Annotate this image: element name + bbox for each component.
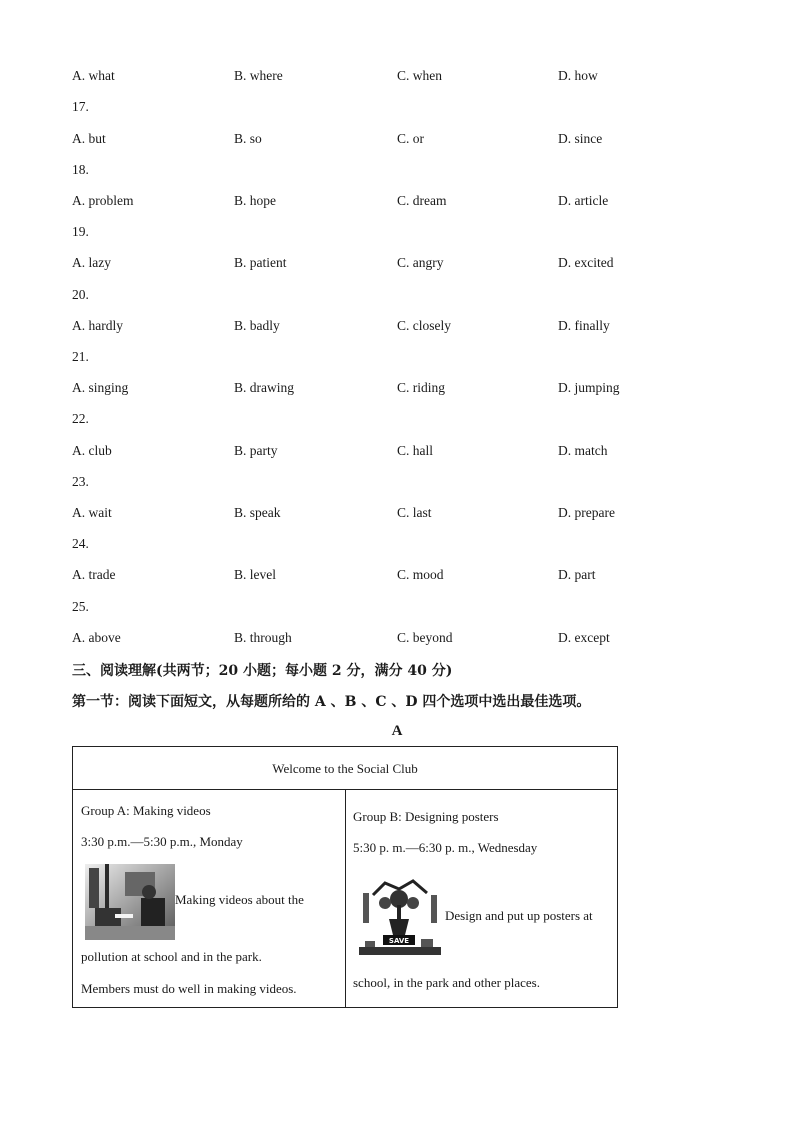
option-b: B. drawing [234, 380, 294, 395]
option-row [0, 630, 794, 650]
option-a: A. what [72, 68, 115, 83]
group-a-desc-line1: Making videos about the [175, 892, 304, 907]
option-c: C. closely [397, 318, 451, 333]
option-d: D. how [558, 68, 598, 83]
option-c: C. when [397, 68, 442, 83]
group-a-desc-line2: pollution at school and in the park. [81, 949, 262, 964]
option-d: D. article [558, 193, 609, 208]
option-c: C. or [397, 131, 424, 146]
option-d: D. except [558, 630, 610, 645]
part-heading: 第一节：阅读下面短文，从每题所给的 A 、B 、C 、D 四个选项中选出最佳选项。 [72, 694, 591, 710]
question-number: 17. [72, 99, 89, 114]
question-number: 25. [72, 599, 89, 614]
option-c: C. hall [397, 443, 433, 458]
option-c: C. dream [397, 193, 447, 208]
option-b: B. speak [234, 505, 281, 520]
option-d: D. match [558, 443, 608, 458]
option-b: B. patient [234, 255, 287, 270]
question-number: 19. [72, 224, 89, 239]
question-number: 23. [72, 474, 89, 489]
option-row [0, 131, 794, 151]
option-d: D. since [558, 131, 603, 146]
option-row [0, 505, 794, 525]
option-c: C. mood [397, 567, 444, 582]
option-row [0, 193, 794, 213]
group-a-name: Group A: Making videos [81, 803, 211, 818]
option-c: C. last [397, 505, 432, 520]
option-b: B. where [234, 68, 283, 83]
option-a: A. lazy [72, 255, 111, 270]
option-c: C. riding [397, 380, 446, 395]
social-club-table [72, 746, 618, 1008]
option-b: B. party [234, 443, 278, 458]
option-d: D. part [558, 567, 596, 582]
option-d: D. prepare [558, 505, 615, 520]
column-divider [345, 790, 346, 1007]
option-a: A. wait [72, 505, 112, 520]
option-a: A. above [72, 630, 121, 645]
group-b-desc-line2: school, in the park and other places. [353, 975, 540, 990]
option-b: B. through [234, 630, 292, 645]
question-number: 18. [72, 162, 89, 177]
option-d: D. jumping [558, 380, 620, 395]
poster-drawing [355, 873, 445, 959]
poster-text: SAVE [388, 937, 410, 945]
option-a: A. trade [72, 567, 116, 582]
question-number: 20. [72, 287, 89, 302]
question-number: 24. [72, 536, 89, 551]
option-a: A. club [72, 443, 112, 458]
section-heading: 三、阅读理解(共两节；20 小题；每小题 2 分，满分 40 分) [72, 663, 453, 679]
option-a: A. problem [72, 193, 134, 208]
option-b: B. badly [234, 318, 280, 333]
group-a-time: 3:30 p.m.—5:30 p.m., Monday [81, 834, 243, 849]
video-photo [85, 864, 175, 940]
option-a: A. but [72, 131, 106, 146]
option-row [0, 255, 794, 275]
group-a-requirement: Members must do well in making videos. [81, 981, 297, 996]
option-row [0, 68, 794, 88]
question-number: 21. [72, 349, 89, 364]
group-b-desc-line1: Design and put up posters at [445, 908, 593, 923]
option-b: B. level [234, 567, 276, 582]
option-c: C. angry [397, 255, 444, 270]
table-title: Welcome to the Social Club [73, 747, 617, 790]
group-b-time: 5:30 p. m.—6:30 p. m., Wednesday [353, 840, 538, 855]
option-c: C. beyond [397, 630, 453, 645]
question-number: 22. [72, 411, 89, 426]
group-b-name: Group B: Designing posters [353, 809, 499, 824]
passage-label: A [391, 723, 403, 739]
option-d: D. excited [558, 255, 614, 270]
option-a: A. singing [72, 380, 129, 395]
option-row [0, 380, 794, 400]
option-d: D. finally [558, 318, 610, 333]
option-row [0, 443, 794, 463]
option-b: B. so [234, 131, 262, 146]
option-row [0, 567, 794, 587]
option-b: B. hope [234, 193, 276, 208]
option-a: A. hardly [72, 318, 123, 333]
option-row [0, 318, 794, 338]
